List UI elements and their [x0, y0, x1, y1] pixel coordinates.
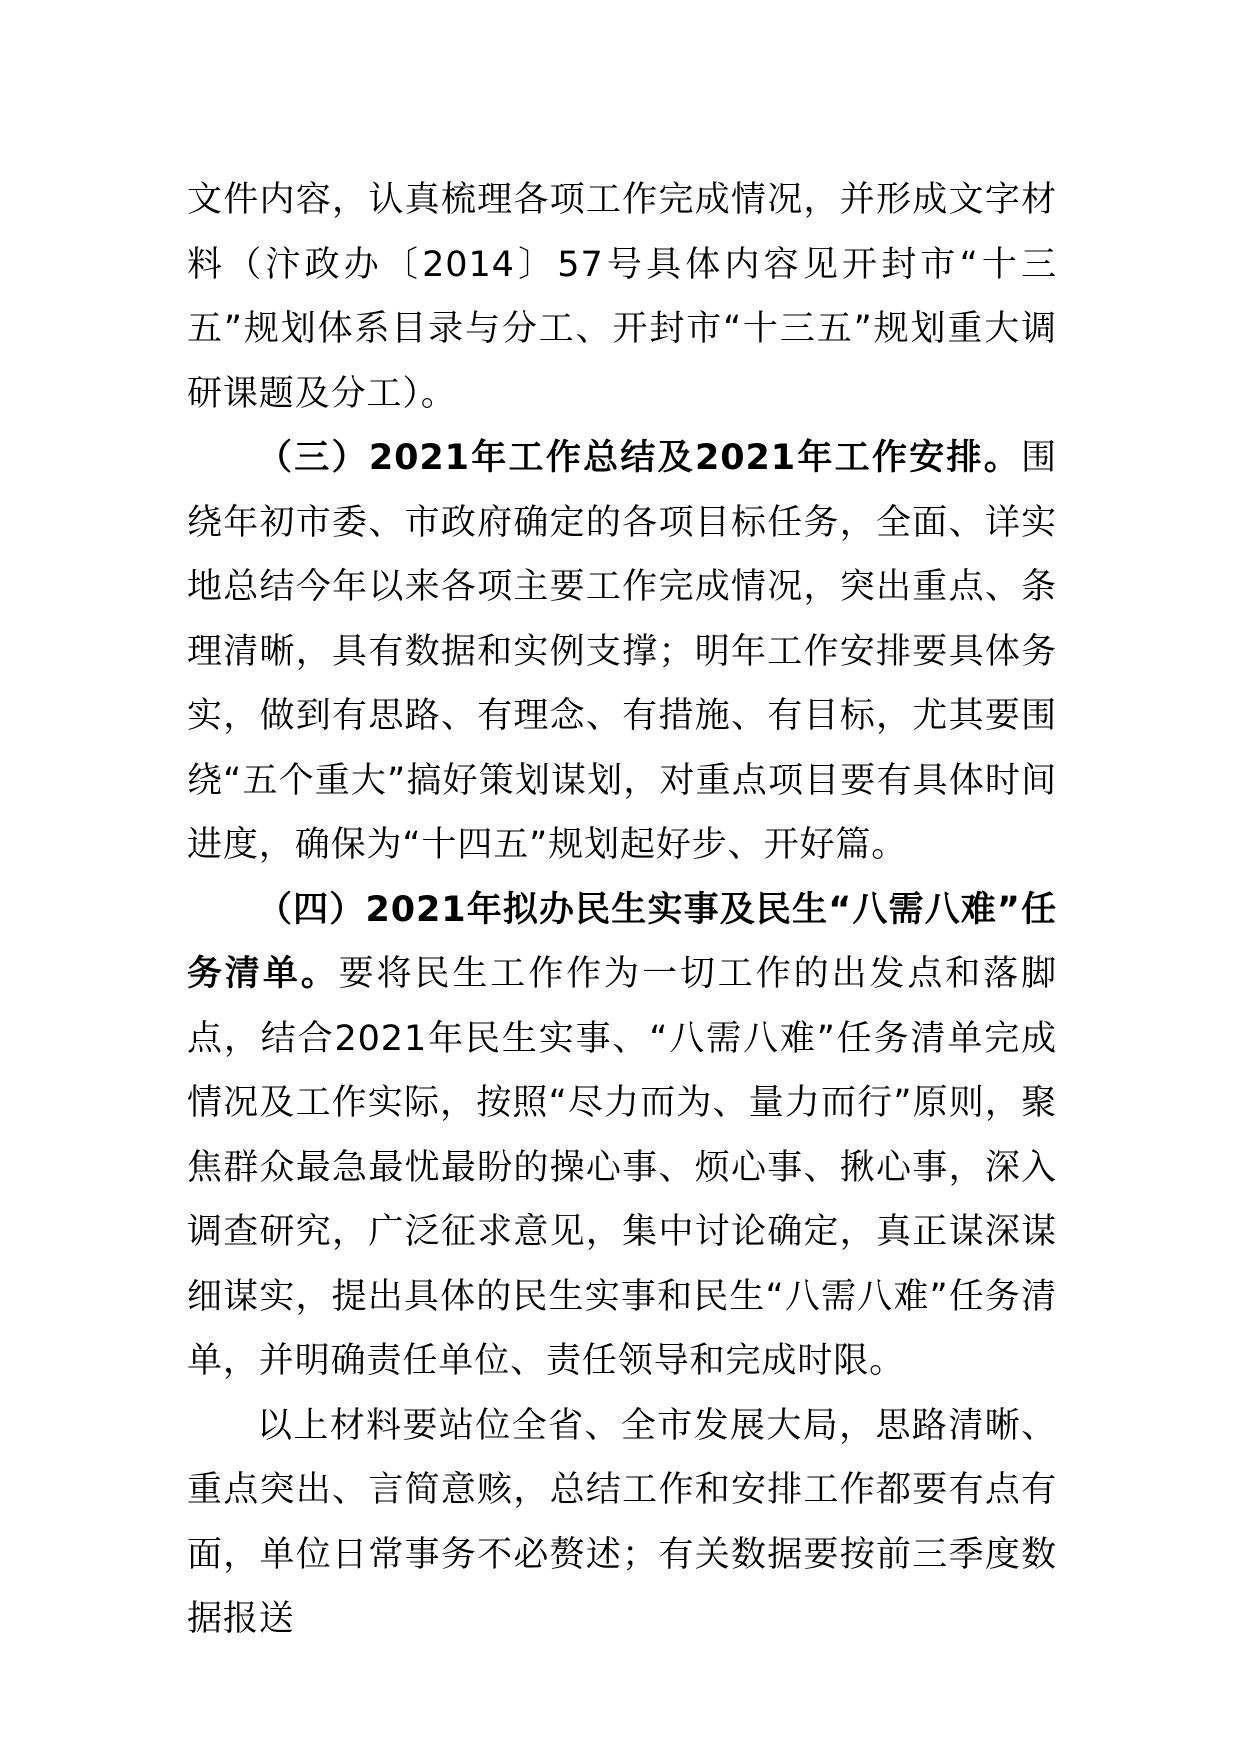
document-page [187, 168, 1057, 1652]
paragraph-text: 要将民生工作作为一切工作的出发点和落脚点，结合2021年民生实事、“八需八难”任务清单完成情况及工作实际，按照“尽力而为、量力而行”原则，聚焦群众最急最忧最盼的操心事、烦心事、揪心事，深入调查研究，广泛征求意见，集中讨论确定，真正谋深谋细谋实，提出具体的民生实事和民生“八需八难”任务清单，并明确责任单位、责任领导和完成时限。 [187, 954, 1057, 1381]
paragraph-section-three [187, 426, 1057, 878]
paragraph-closing [187, 1394, 1057, 1652]
paragraph-text: 围绕年初市委、市政府确定的各项目标任务，全面、详实地总结今年以来各项主要工作完成情况，突出重点、条理清晰，具有数据和实例支撑；明年工作安排要具体务实，做到有思路、有理念、有措施、有目标，尤其要围绕“五个重大”搞好策划谋划，对重点项目要有具体时间进度，确保为“十四五”规划起好步、开好篇。 [187, 438, 1057, 865]
section-heading: （四）2021年拟办民生实事及民生“八需八难”任务清单。 [187, 889, 1057, 994]
paragraph-continuation [187, 168, 1057, 426]
section-heading: （三）2021年工作总结及2021年工作安排。 [257, 438, 1022, 478]
paragraph-section-four [187, 878, 1057, 1394]
paragraph-text: 以上材料要站位全省、全市发展大局，思路清晰、重点突出、言简意赅，总结工作和安排工作都要有点有面，单位日常事务不必赘述；有关数据要按前三季度数据报送 [187, 1405, 1057, 1639]
paragraph-text: 文件内容，认真梳理各项工作完成情况，并形成文字材料（汴政办〔2014〕57号具体内容见开封市“十三五”规划体系目录与分工、开封市“十三五”规划重大调研课题及分工）。 [187, 180, 1057, 414]
